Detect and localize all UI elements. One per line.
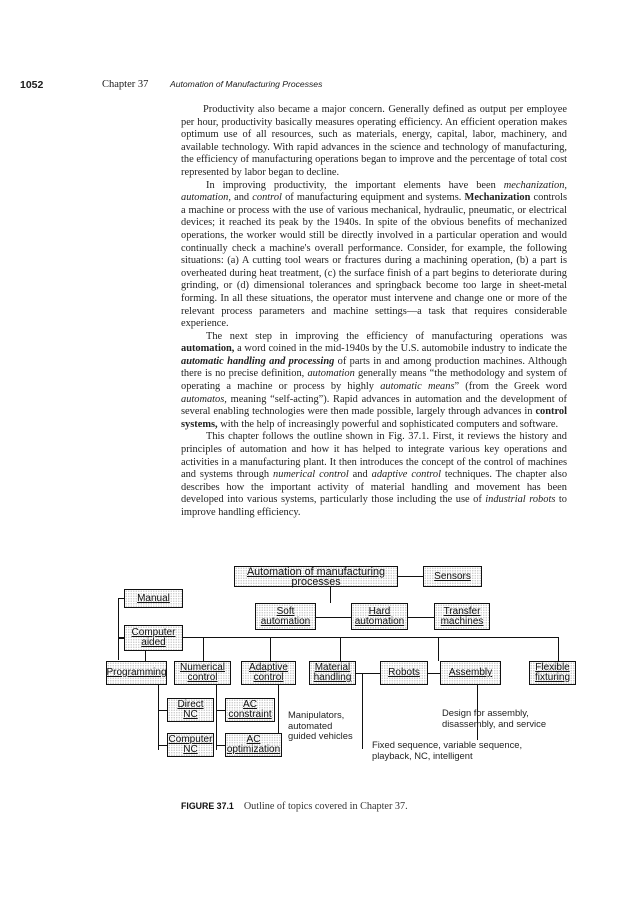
figure-caption (181, 801, 408, 812)
soft-automation-box: Soft automation (255, 603, 316, 630)
chapter-label: Chapter 37 (102, 79, 149, 90)
ac-optimization-box: AC optimization (226, 734, 281, 755)
direct-nc-box: Direct NC (167, 698, 214, 722)
transfer-machines-box: Transfer machines (434, 603, 490, 630)
connector (118, 637, 558, 638)
assembly-note: Design for assembly, disassembly, and service (442, 707, 547, 729)
robots-box: Robots (380, 661, 428, 685)
connector (118, 598, 119, 660)
connector (438, 637, 439, 661)
term-mechanization: Mechanization (464, 192, 531, 204)
figure-label: FIGURE 37.1 (181, 801, 234, 811)
connector (398, 576, 423, 577)
paragraph-outline: This chapter follows the outline shown in Fig. 37.1. First, it reviews the history and principles of automation and how it has helped to integrate various key operations and activities in a manufacturing plant. It then introduces the concept of the control of machines and systems through numerical control and adaptive control techniques. The chapter also describes how the important activity of material handling and movement has been developed into various systems, particularly those including the use of industrial robots to improve handling efficiency. (181, 431, 568, 518)
assembly-box: Assembly (440, 661, 501, 685)
connector (278, 685, 279, 735)
connector (270, 637, 271, 661)
connector (356, 673, 380, 674)
connector (408, 617, 434, 618)
numerical-control-box: Numerical control (174, 661, 231, 685)
hard-automation-box: Hard automation (351, 603, 408, 630)
adaptive-control-box: Adaptive control (241, 661, 296, 685)
paragraph-automation: The next step in improving the efficiency of manufacturing operations was automation, a word coined in the mid-1940s by the U.S. automobile industry to indicate the automatic handling and processing of parts in and among production machines. Although there is no precise definition, automation generally means “the methodology and system of operating a machine or process by highly automatic means” (from the Greek word automatos, meaning “self-acting”). Rapid advances in automation and the development of several enabling technologies were then made possible, largely through advances in control systems, with the help of increasingly powerful and sophisticated computers and software. (181, 330, 568, 430)
ac-constraint-box: AC constraint (225, 698, 275, 722)
paragraph-productivity: Productivity also became a major concern. Generally defined as output per employee per hour, productivity basically measures operating efficiency. An efficient operation makes optimum use of all resources, such as materials, energy, capital, labor, machinery, and available technology. With rapid advances in the science and technology of manufacturing, the efficiency of manufacturing operations began to improve and the percentage of total cost represented by labor began to decline. (181, 104, 567, 178)
running-header (20, 79, 323, 91)
term-control-systems: control systems, (181, 406, 567, 430)
connector (216, 710, 225, 711)
connector (340, 637, 341, 661)
connector (362, 673, 363, 749)
material-handling-box: Material handling (309, 661, 356, 685)
robots-note: Fixed sequence, variable sequence, playback, NC, intelligent (372, 739, 523, 761)
connector (158, 745, 167, 746)
figure-caption-text: Outline of topics covered in Chapter 37. (243, 801, 408, 812)
connector (158, 685, 159, 750)
figure-37-1-diagram (100, 558, 580, 788)
connector (216, 685, 217, 750)
term-automation: automation, (181, 343, 235, 355)
connector (158, 710, 167, 711)
paragraph-lead: Productivity (203, 104, 255, 115)
programming-box: Programming (106, 661, 167, 685)
paragraph-mechanization: In improving productivity, the important elements have been mechanization, automation, and control of manufacturing equipment and systems. Mechanization controls a machine or process with the use of various mechanical, hydraulic, pneumatic, or electrical devices; it reached its peak by the 1940s. In spite of the obvious benefits of mechanized operations, the worker would still be directly involved in a particular operation and would continually check a machine's overall performance. Consider, for example, the following situations: (a) A cutting tool wears or fractures during a machining operation, (b) a part is overheated during heat treatment, (c) the surface finish of a part begins to deteriorate during grinding, or (d) dimensional tolerances and springback become too large in sheet-metal forming. In all these situations, the operator must intervene and change one or more of the relevant process parameters and machine settings—a task that requires considerable experience. (181, 179, 568, 330)
flexible-fixturing-box: Flexible fixturing (529, 661, 576, 685)
computer-aided-box: Computer aided (124, 625, 183, 651)
connector (330, 587, 331, 603)
automation-of-manufacturing-processes-box: Automation of manufacturing processes (234, 566, 398, 587)
connector (203, 637, 204, 661)
computer-nc-box: Computer NC (168, 734, 213, 755)
sensors-box: Sensors (423, 566, 482, 587)
connector (428, 673, 440, 674)
chapter-title: Automation of Manufacturing Processes (170, 79, 323, 89)
connector (558, 637, 559, 661)
page-number: 1052 (20, 79, 44, 91)
connector (316, 617, 351, 618)
manual-box: Manual (124, 589, 183, 608)
body-text (181, 104, 567, 520)
material-handling-note: Manipulators, automated guided vehicles (288, 709, 353, 741)
connector (216, 745, 225, 746)
